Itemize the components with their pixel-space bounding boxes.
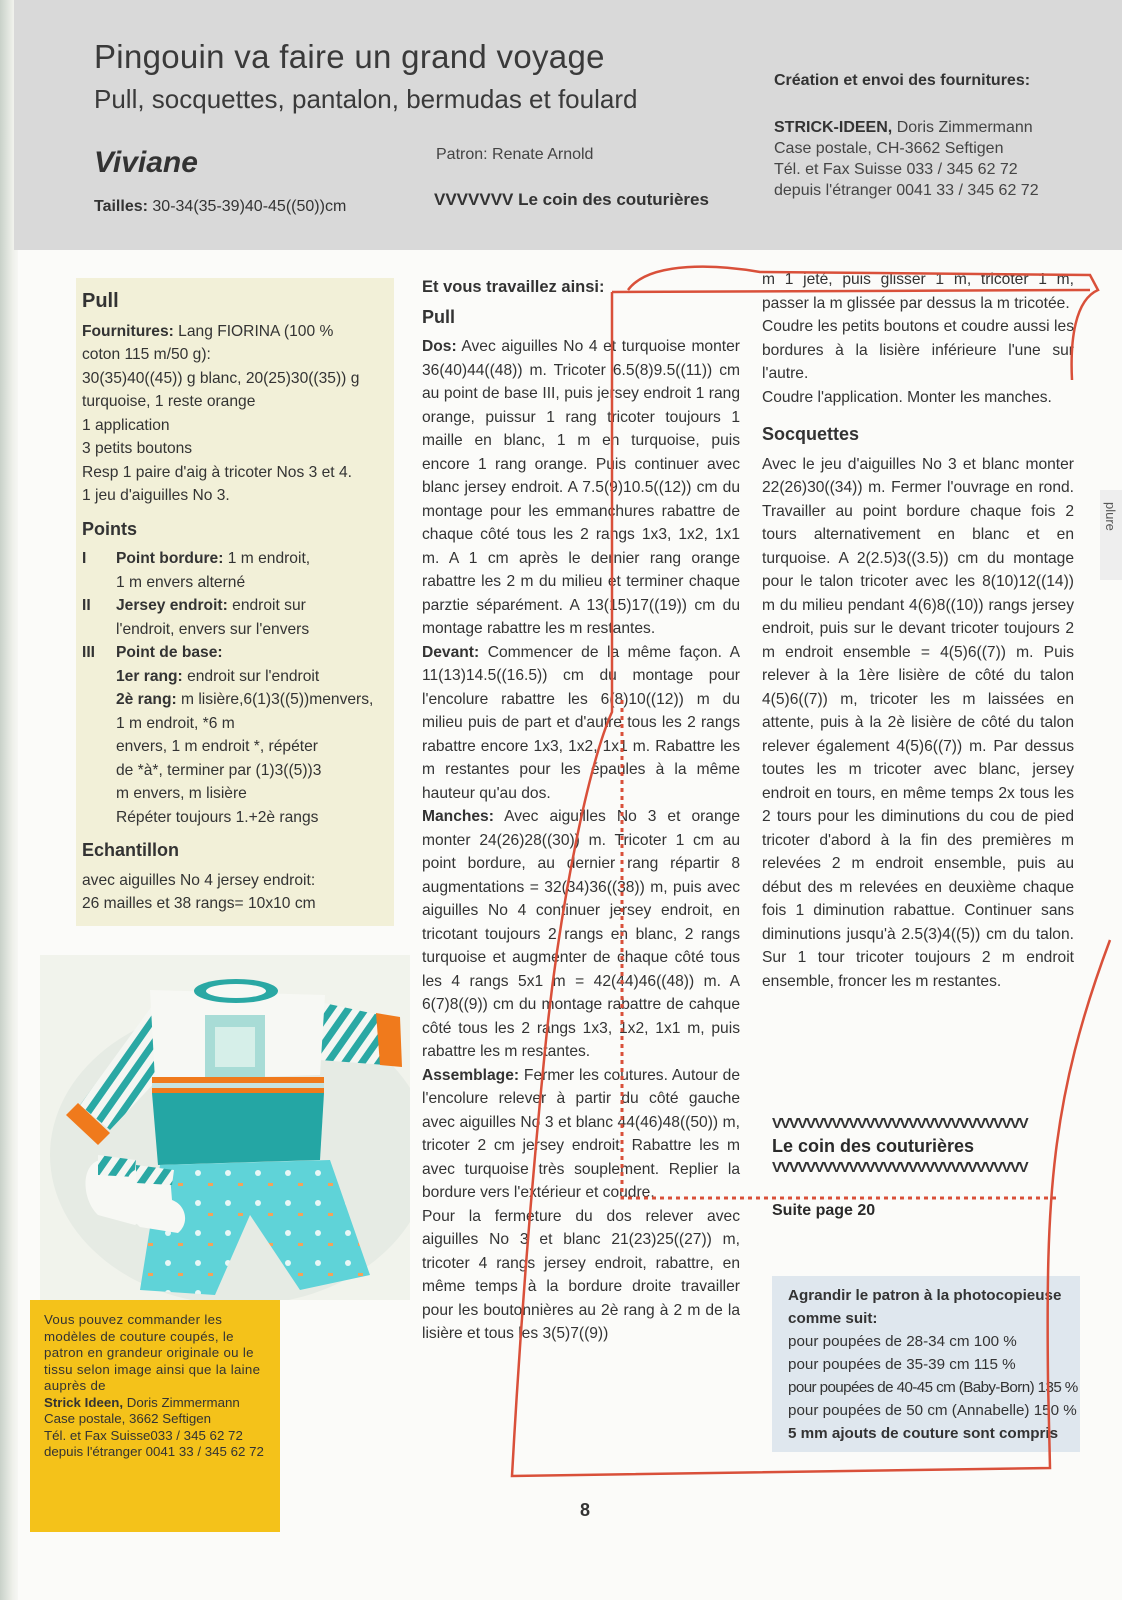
sizes-label: Tailles:: [94, 198, 148, 215]
row-text: envers, 1 m endroit *, répéter: [116, 738, 318, 755]
point-text: 1 m envers alterné: [116, 573, 246, 591]
supply-person: Doris Zimmermann: [896, 119, 1033, 136]
row-text: Répéter toujours 1.+2è rangs: [116, 808, 319, 826]
point-number: I: [82, 550, 87, 567]
supply-title: Création et envoi des fournitures:: [774, 72, 1031, 89]
fermeture-paragraph: Pour la fermeture du dos relever avec aiguilles No 3 et blanc 21(23)25((27)) m, tricoter 4 rangs jersey endroit, rabattre, en même temps à la bordure droite travailler pour les boutonnières au 2è rang à 2 m de la lisière et tous les 3(5)7((9)): [422, 1207, 740, 1342]
order-company: Strick Ideen,: [44, 1394, 124, 1410]
dos-text: Avec aiguilles No 4 et turquoise monter 36(40)44((48)) m. Tricoter 6.5(8)9.5((11)) cm au point de base III, puis jersey endroit 1 rang orange, puissur 1 rang tricoter toujours 1 maille en blanc, 1 m en turquoise, puis encore 1 rang orange. Puis continuer avec blanc jersey endroit. A 7.5(9)10.5((12)) cm du montage pour les emmanchures rabattre de chaque côté tous les 2 rangs 1x3, 1x2, 1x1 m. A 1 cm après le dernier rang orange rabattre les 2 m du milieu et terminer chaque parztie séparément. A 13(15)17((19)) cm du montage rabattre les m restantes.: [422, 338, 740, 637]
continuation-paragraph: m 1 jeté, puis glisser 1 m, tricoter 1 m, passer la m glissée par dessus la m tricotée.: [762, 271, 1074, 312]
fournitures-label: Fournitures:: [82, 322, 174, 340]
suite-page: Suite page 20: [772, 1202, 876, 1219]
pattern-dotted-line: [622, 700, 1060, 1198]
sizes-value: 30-34(35-39)40-45((50))cm: [152, 198, 347, 215]
zigzag-rule: VVVVVVVVVVVVVVVVVVVVVVVVVVVVVV: [772, 1159, 1028, 1176]
row-text: m lisière,6(1)3((5))menvers,: [181, 691, 374, 708]
coin-couturieres-header: VVVVVVV Le coin des couturières: [434, 190, 709, 209]
manches-text: Avec aiguilles No 3 et orange monter 24(26)28((30)) m. Tricoter 1 cm au point bordure, au dernier rang répartir 8 augmentations = 32(34)36((38)) m, puis avec aiguilles No 4 continuer jersey endroit, en tricotant toujours 2 rangs en blanc, 2 rangs turquoise et augmenter de chaque côté tous les 4 rangs 5x1 m = 42(44)46((48)) m. A 6(7)8((9)) cm du montage rabattre de cahque côté tous les 2 rangs 1x3, 1x2, 1x1 m, puis rabattre les m restantes.: [422, 808, 740, 1060]
dos-label: Dos:: [422, 338, 457, 355]
point-text: endroit sur: [232, 597, 306, 614]
fournitures-line: 1 jeu d'aiguilles No 3.: [82, 487, 230, 504]
order-line: depuis l'étranger 0041 33 / 345 62 72: [44, 1444, 264, 1459]
order-line: Tél. et Fax Suisse033 / 345 62 72: [44, 1427, 243, 1443]
fournitures-line: turquoise, 1 reste orange: [82, 393, 256, 410]
echantillon-line: 26 mailles et 38 rangs= 10x10 cm: [82, 895, 316, 912]
supply-line: depuis l'étranger 0041 33 / 345 62 72: [774, 182, 1039, 199]
page-number: 8: [580, 1500, 591, 1520]
resize-title: Agrandir le patron à la photocopieuse: [788, 1287, 1062, 1304]
supply-line: Tél. et Fax Suisse 033 / 345 62 72: [774, 161, 1018, 178]
intro-heading: Et vous travaillez ainsi:: [422, 278, 605, 296]
socquettes-heading: Socquettes: [762, 424, 860, 444]
pattern-outline: [628, 267, 1098, 380]
application-paragraph: Coudre l'application. Monter les manches.: [762, 388, 1052, 406]
patron-credit: Patron: Renate Arnold: [436, 146, 594, 163]
coin-couturieres-title: Le coin des couturières: [772, 1136, 975, 1156]
fournitures-line: coton 115 m/50 g):: [82, 346, 211, 363]
resize-line: pour poupées de 28-34 cm 100 %: [788, 1333, 1017, 1350]
point-label: Point bordure:: [116, 550, 224, 567]
point-text: 1 m endroit,: [227, 550, 311, 567]
supply-company: STRICK-IDEEN,: [774, 119, 893, 136]
supply-line: Case postale, CH-3662 Seftigen: [774, 140, 1004, 157]
point-text: l'endroit, envers sur l'envers: [116, 620, 310, 638]
side-tab-label: plure: [1103, 502, 1118, 531]
row-text: 1 m endroit, *6 m: [116, 714, 235, 732]
row-text: endroit sur l'endroit: [187, 667, 320, 685]
middle-pull-heading: Pull: [422, 306, 456, 327]
resize-title: comme suit:: [788, 1310, 878, 1327]
manches-label: Manches:: [422, 808, 494, 825]
row-text: m envers, m lisière: [116, 785, 247, 802]
devant-label: Devant:: [422, 643, 480, 661]
page-title: Pingouin va faire un grand voyage: [94, 38, 605, 75]
resize-line: pour poupées de 35-39 cm 115 %: [788, 1356, 1016, 1373]
assemblage-text: Fermer les coutures. Autour de l'encolure relever à partir du côté gauche avec aiguilles No 3 et blanc 44(46)48((50)) m, tricoter 2 cm jersey endroit. Rabattre les m avec turquoise très souplement. Replier la bordure vers l'extérieur et coudre.: [422, 1066, 740, 1201]
point-label: Point de base:: [116, 644, 223, 661]
resize-note: 5 mm ajouts de couture sont compris: [788, 1425, 1059, 1442]
boutons-paragraph: Coudre les petits boutons et coudre aussi les bordures à la lisière inférieure l'une sur l'autre.: [762, 318, 1074, 382]
echantillon-heading: Echantillon: [82, 840, 180, 860]
fournitures-line: 3 petits boutons: [82, 440, 193, 457]
order-line: Case postale, 3662 Seftigen: [44, 1411, 212, 1426]
fournitures-line: Resp 1 paire d'aig à tricoter Nos 3 et 4.: [82, 463, 352, 481]
pattern-outline: [512, 292, 1110, 1476]
pattern-outline: [612, 290, 1090, 292]
row-label: 1er rang:: [116, 667, 183, 685]
order-person: Doris Zimmermann: [126, 1394, 240, 1410]
point-label: Jersey endroit:: [116, 597, 228, 614]
point-number: II: [82, 597, 91, 614]
page-subtitle: Pull, socquettes, pantalon, bermudas et foulard: [94, 84, 638, 114]
resize-line: pour poupées de 40-45 cm (Baby-Born) 135 %: [788, 1379, 1078, 1396]
point-number: III: [82, 644, 95, 661]
resize-line: pour poupées de 50 cm (Annabelle) 150 %: [788, 1402, 1077, 1419]
zigzag-rule: VVVVVVVVVVVVVVVVVVVVVVVVVVVVVV: [772, 1115, 1028, 1132]
assemblage-label: Assemblage:: [422, 1066, 520, 1084]
echantillon-line: avec aiguilles No 4 jersey endroit:: [82, 871, 316, 889]
pull-heading: Pull: [82, 290, 119, 312]
points-heading: Points: [82, 518, 138, 539]
order-intro: Vous pouvez commander les modèles de couture coupés, le patron en grandeur originale ou le tissu selon image ainsi que la laine auprès de: [44, 1312, 261, 1393]
devant-text: Commencer de la même façon. A 11(13)14.5((16.5)) cm du montage pour l'encolure rabattre les 6(8)10((12)) m du milieu puis de part et d'autre tous les 2 rangs rabattre encore 1x3, 1x2, 1x1 m. Rabattre les m restantes pour les épaules à la même hauteur qu'au dos.: [422, 643, 740, 802]
row-text: de *à*, terminer par (1)3((5))3: [116, 761, 322, 779]
fournitures-line: Lang FIORINA (100 %: [178, 322, 334, 340]
fournitures-line: 1 application: [82, 416, 170, 434]
fournitures-line: 30(35)40((45)) g blanc, 20(25)30((35)) g: [82, 369, 360, 387]
model-name: Viviane: [94, 146, 198, 179]
row-label: 2è rang:: [116, 691, 177, 708]
socquettes-paragraph: Avec le jeu d'aiguilles No 3 et blanc monter 22(26)30((34)) m. Fermer l'ouvrage en rond. Travailler au point bordure chaque fois 2 tours alternativement en blanc et en turquoise. A 2(2.5)3((3.5)) cm du montage pour le talon tricoter avec les 8(10)12((14)) m du milieu pendant 4(6)8((10)) rangs jersey endroit, puis sur le devant tricoter toujours 2 m endroit ensemble = 4(5)6((7)) m. Puis relever à la 1ère lisière de côté du talon 4(5)6((7)) m, tricoter les m laissées en attente, puis à la 2è lisière de côté du talon relever également 4(5)6((7)) m. Par dessus toutes les m tricoter avec blanc, jersey endroit en tours, en même temps 2x tous les 2 tours pour les diminutions du cou de pied tricoter d'abord à la fin des premières m relevées 2 m endroit ensemble, puis au début des m relevées en deuxième chaque fois 1 diminution rabattue. Continuer sans diminutions jusqu'à 2.5(3)4((5)) cm du talon. Sur 1 tour tricoter toujours 2 m endroit ensemble, froncer les m restantes.: [762, 455, 1074, 990]
